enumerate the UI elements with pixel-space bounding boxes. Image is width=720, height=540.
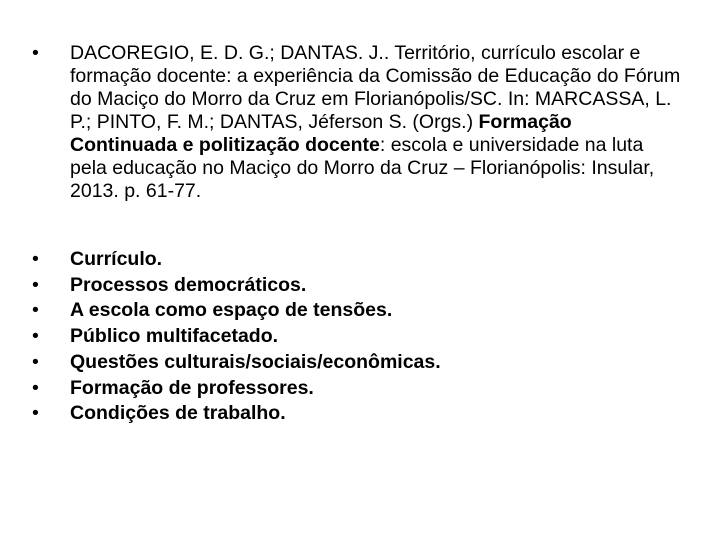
list-item — [24, 401, 664, 427]
topic-label: Currículo. — [70, 248, 163, 270]
list-item — [24, 324, 664, 350]
topic-label: Público multifacetado. — [70, 325, 279, 348]
reference-text — [70, 42, 684, 203]
reference-bold-title: Formação Continuada e politização docente — [70, 111, 572, 156]
topics-list — [24, 247, 664, 427]
bullet-icon: • — [32, 325, 39, 348]
topic-label: A escola como espaço de tensões. — [70, 299, 393, 322]
list-item — [24, 298, 664, 324]
reference-part2: : escola e universidade na luta pela educação no Maciço do Morro da Cruz – Florianópolis: Insular, 2013. p. 61-77. — [70, 134, 655, 202]
topic-label: Condições de trabalho. — [70, 402, 286, 425]
topic-label: Formação de professores. — [70, 376, 314, 399]
bullet-icon: • — [32, 376, 39, 399]
bullet-icon: • — [32, 248, 39, 270]
list-item — [24, 376, 664, 402]
topic-label: Processos democráticos. — [70, 273, 307, 296]
reference-part1: DACOREGIO, E. D. G.; DANTAS. J.. Território, currículo escolar e formação docente: a experiência da Comissão de Educação do Fórum do Maciço do Morro da Cruz em Florianópolis/SC. In: MARCASSA, L. P.; PINTO, F. M.; DANTAS, Jéferson S. (Orgs.) — [70, 42, 681, 133]
bullet-icon: • — [32, 402, 39, 425]
list-item — [24, 350, 664, 376]
bullet-icon: • — [32, 273, 39, 296]
reference-bullet — [24, 42, 684, 203]
bullet-icon: • — [32, 299, 39, 322]
list-item — [24, 273, 664, 299]
bullet-icon: • — [32, 42, 39, 64]
topic-label: Questões culturais/sociais/econômicas. — [70, 350, 441, 373]
bullet-icon: • — [32, 350, 39, 373]
list-item — [24, 247, 664, 273]
